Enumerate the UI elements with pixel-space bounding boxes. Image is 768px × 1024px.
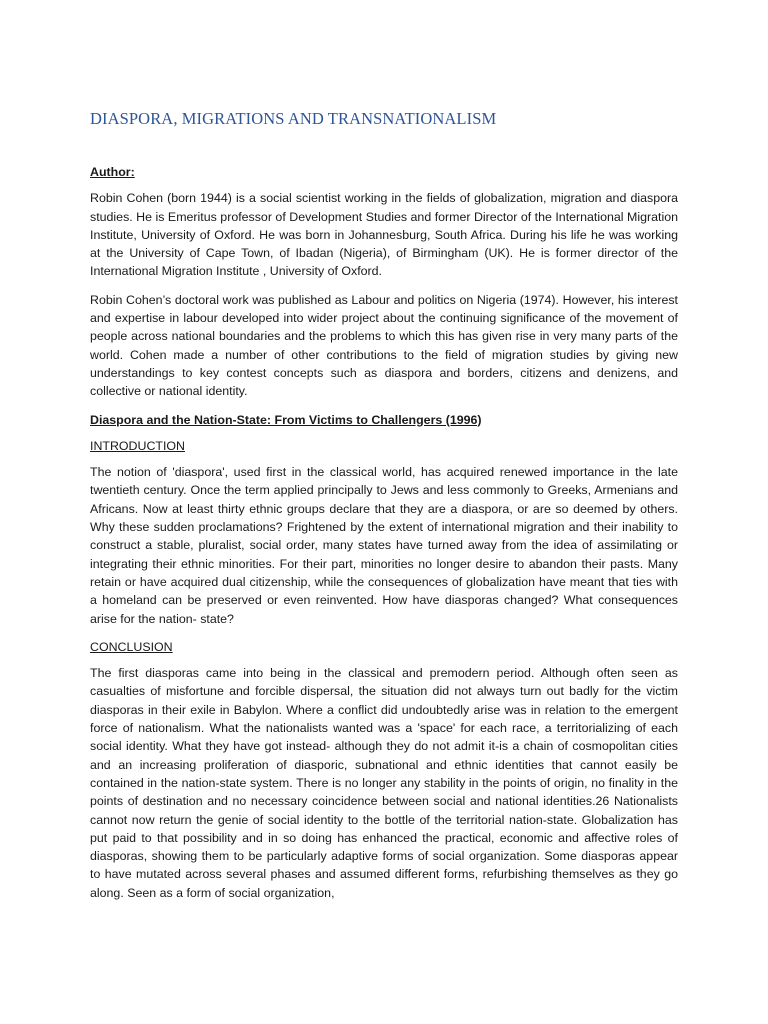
introduction-heading: INTRODUCTION: [90, 438, 185, 453]
document-body: [90, 106, 678, 912]
work-title-heading: Diaspora and the Nation-State: From Victims to Challengers (1996): [90, 412, 482, 427]
conclusion-paragraph: The first diasporas came into being in the classical and premodern period. Although often seen as casualties of misfortune and forcible dispersal, the situation did not always turn out badly for the victim diasporas in their exile in Babylon. Where a conflict did undoubtedly arise was in relation to the emergent force of nationalism. What the nationalists wanted was a 'space' for each race, a territorializing of each social identity. What they have got instead- although they do not admit it-is a chain of cosmopolitan cities and an increasing proliferation of diasporic, subnational and ethnic identities that cannot easily be contained in the nation-state system. There is no longer any stability in the points of origin, no finality in the points of destination and no necessary coincidence between social and national identities.26 Nationalists cannot now return the genie of social identity to the bottle of the territorial nation-state. Globalization has put paid to that possibility and in so doing has enhanced the practical, economic and affective roles of diasporas, showing them to be particularly adaptive forms of social organization. Some diasporas appear to have mutated across several phases and assumed different forms, refurbishing themselves as they go along. Seen as a form of social organization,: [90, 666, 678, 900]
author-heading: Author:: [90, 165, 135, 179]
conclusion-heading: CONCLUSION: [90, 639, 173, 654]
document-title: DIASPORA, MIGRATIONS AND TRANSNATIONALISM: [90, 109, 497, 128]
introduction-paragraph: The notion of 'diaspora', used first in the classical world, has acquired renewed importance in the late twentieth century. Once the term applied principally to Jews and less commonly to Greeks, Armenians and Africans. Now at least thirty ethnic groups declare that they are a diaspora, or are so deemed by others. Why these sudden proclamations? Frightened by the extent of international migration and their inability to construct a stable, pluralist, social order, many states have turned away from the idea of assimilating or integrating their ethnic minorities. For their part, minorities no longer desire to abandon their pasts. Many retain or have acquired dual citizenship, while the consequences of globalization have meant that ties with a homeland can be preserved or even reinvented. How have diasporas changed? What consequences arise for the nation- state?: [90, 465, 678, 626]
author-paragraph-2: Robin Cohen’s doctoral work was published as Labour and politics on Nigeria (1974). However, his interest and expertise in labour developed into wider project about the continuing significance of the movement of people across national boundaries and the problems to which this has given rise in very many parts of the world. Cohen made a number of other contributions to the field of migration studies by giving new understandings to key contest concepts such as diaspora and borders, citizens and denizens, and collective or national identity.: [90, 292, 678, 399]
author-paragraph-1: Robin Cohen (born 1944) is a social scientist working in the fields of globalization, migration and diaspora studies. He is Emeritus professor of Development Studies and former Director of the International Migration Institute, University of Oxford. He was born in Johannesburg, South Africa. During his life he was working at the University of Cape Town, of Ibadan (Nigeria), of Birmingham (UK). He is former director of the International Migration Institute , University of Oxford.: [90, 191, 678, 279]
